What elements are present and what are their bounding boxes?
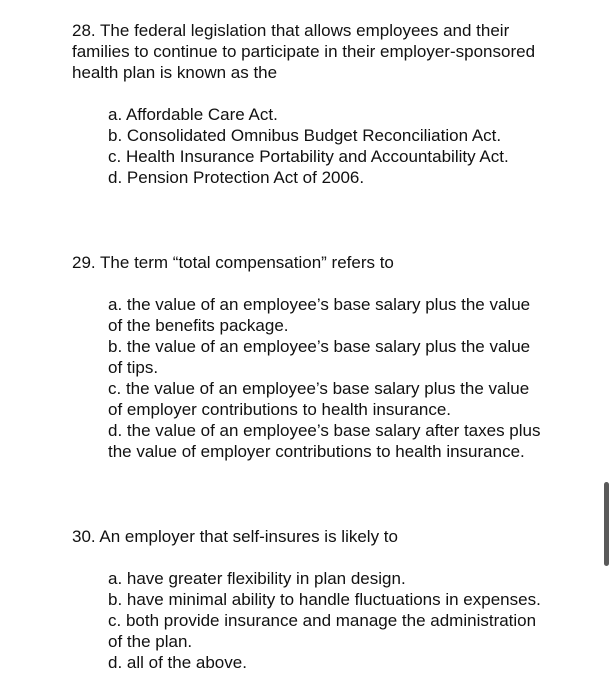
question-29 bbox=[72, 252, 552, 462]
scrollbar-thumb[interactable] bbox=[604, 482, 609, 566]
answer-options bbox=[108, 104, 542, 188]
option-c: c. both provide insurance and manage the administration of the plan. bbox=[108, 611, 537, 651]
option-a: a. Affordable Care Act. bbox=[108, 105, 278, 124]
option-a: a. have greater flexibility in plan design. bbox=[108, 569, 406, 588]
option-d: d. Pension Protection Act of 2006. bbox=[108, 168, 365, 187]
option-a: a. the value of an employee’s base salary plus the value of the benefits package. bbox=[108, 295, 531, 335]
question-stem: 29. The term “total compensation” refers to bbox=[72, 253, 394, 272]
option-d: d. all of the above. bbox=[108, 653, 247, 672]
question-28 bbox=[72, 20, 552, 188]
option-b: b. the value of an employee’s base salary plus the value of tips. bbox=[108, 337, 531, 377]
option-c: c. Health Insurance Portability and Accountability Act. bbox=[108, 147, 509, 166]
option-b: b. have minimal ability to handle fluctuations in expenses. bbox=[108, 590, 541, 609]
answer-options bbox=[108, 568, 542, 673]
question-30 bbox=[72, 526, 552, 673]
question-stem: 30. An employer that self-insures is likely to bbox=[72, 527, 398, 546]
option-d: d. the value of an employee’s base salary after taxes plus the value of employer contributions to health insurance. bbox=[108, 421, 541, 461]
option-c: c. the value of an employee’s base salary plus the value of employer contributions to health insurance. bbox=[108, 379, 530, 419]
answer-options bbox=[108, 294, 542, 462]
question-stem: 28. The federal legislation that allows employees and their families to continue to participate in their employer-sponsored health plan is known as the bbox=[72, 21, 536, 82]
option-b: b. Consolidated Omnibus Budget Reconciliation Act. bbox=[108, 126, 502, 145]
